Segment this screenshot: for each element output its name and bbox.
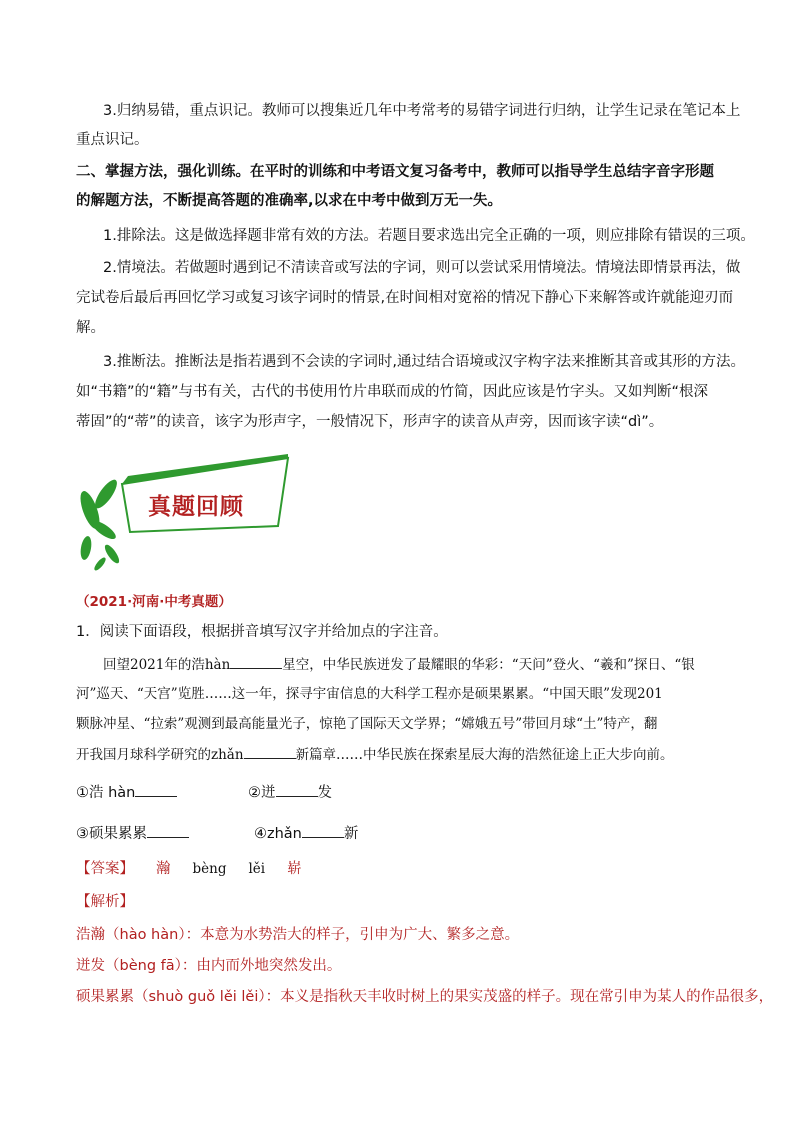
method-item3-line2: 重点识记。 bbox=[76, 132, 149, 148]
leaf-icon bbox=[79, 535, 93, 560]
answer-row bbox=[76, 859, 302, 879]
method-item3-line1: 3.归纳易错，重点识记。教师可以搜集近几年中考常考的易错字词进行归纳，让学生记录在笔记本上 bbox=[103, 103, 741, 119]
section2-p2-line1: 2.情境法。若做题时遇到记不清读音或写法的字词，则可以尝试采用情境法。情境法即情景再法，做 bbox=[103, 260, 741, 276]
answer-item: 瀚 bbox=[156, 861, 171, 877]
banner-title: 真题回顾 bbox=[148, 493, 244, 520]
passage-line1-a: 回望2021年的浩hàn bbox=[103, 657, 231, 673]
analysis-line3: 硕果累累（shuò guǒ lěi lěi）：本义是指秋天丰收时树上的果实茂盛的样子。现在常引申为某人的作品很多， bbox=[76, 989, 774, 1005]
question-prompt: 1．阅读下面语段，根据拼音填写汉字并给加点的字注音。 bbox=[76, 624, 448, 640]
answer-blank[interactable] bbox=[244, 744, 296, 759]
option-2 bbox=[248, 782, 332, 803]
leaf-icon bbox=[102, 543, 121, 566]
answer-item: lěi bbox=[248, 861, 266, 877]
passage-line4-a: 开我国月球科学研究的zhǎn bbox=[76, 747, 244, 763]
answer-blank[interactable] bbox=[147, 823, 189, 838]
answer-blank[interactable] bbox=[135, 782, 177, 797]
question-source: （2021·河南·中考真题） bbox=[76, 594, 232, 610]
section2-p3-line2: 如“书籍”的“籍”与书有关，古代的书使用竹片串联而成的竹简，因此应该是竹字头。又如判断“根深 bbox=[76, 384, 709, 400]
answer-blank[interactable] bbox=[276, 782, 318, 797]
option-4 bbox=[254, 823, 358, 844]
section2-p3-line3: 蒂固”的“蒂”的读音，该字为形声字，一般情况下，形声字的读音从声旁，因而该字读“dì”。 bbox=[76, 414, 664, 430]
option-4-suffix: 新 bbox=[343, 826, 359, 842]
passage-line4 bbox=[76, 744, 674, 765]
option-2-label: ②迸 bbox=[248, 785, 276, 801]
analysis-line2: 迸发（bèng fā）：由内而外地突然发出。 bbox=[76, 958, 342, 974]
option-3 bbox=[76, 823, 189, 844]
option-1-label: ①浩 hàn bbox=[76, 785, 136, 801]
option-2-suffix: 发 bbox=[317, 785, 332, 801]
section2-p2-line3: 解。 bbox=[76, 320, 105, 336]
answer-blank[interactable] bbox=[230, 654, 282, 669]
section2-p1: 1.排除法。这是做选择题非常有效的方法。若题目要求选出完全正确的一项，则应排除有错误的三项。 bbox=[103, 228, 755, 244]
passage-line4-b: 新篇章……中华民族在探索星辰大海的浩然征途上正大步向前。 bbox=[295, 747, 674, 763]
answer-item: bèng bbox=[192, 861, 227, 877]
section2-p3-line1: 3.推断法。推断法是指若遇到不会读的字词时,通过结合语境或汉字构字法来推断其音或其形的方法。 bbox=[103, 354, 745, 370]
leaf-icon bbox=[93, 556, 108, 572]
option-1 bbox=[76, 782, 177, 803]
analysis-line1: 浩瀚（hào hàn）：本意为水势浩大的样子，引申为广大、繁多之意。 bbox=[76, 927, 520, 943]
passage-line1-b: 星空，中华民族迸发了最耀眼的华彩：“天问”登火、“羲和”探日、“银 bbox=[282, 657, 695, 673]
answer-blank[interactable] bbox=[302, 823, 344, 838]
leaf-icon bbox=[91, 477, 120, 512]
section2-p2-line2: 完试卷后最后再回忆学习或复习该字词时的情景,在时间相对宽裕的情况下静心下来解答或许就能迎刃而 bbox=[76, 290, 734, 306]
answer-item: 崭 bbox=[287, 861, 302, 877]
option-4-label: ④zhǎn bbox=[254, 826, 302, 842]
option-3-label: ③硕果累累 bbox=[76, 826, 147, 842]
answer-label: 【答案】 bbox=[76, 861, 134, 877]
leaf-icon bbox=[90, 518, 119, 542]
section2-heading-line1: 二、掌握方法，强化训练。在平时的训练和中考语文复习备考中，教师可以指导学生总结字音字形题 bbox=[76, 164, 714, 180]
section2-heading-line2: 的解题方法，不断提高答题的准确率,以求在中考中做到万无一失。 bbox=[76, 193, 503, 209]
analysis-label: 【解析】 bbox=[76, 894, 134, 910]
passage-line3: 颗脉冲星、“拉索”观测到最高能量光子，惊艳了国际天文学界；“嫦娥五号”带回月球“土”特产，翻 bbox=[76, 716, 658, 732]
passage-line1 bbox=[103, 654, 695, 675]
passage-line2: 河”巡天、“天宫”览胜……这一年，探寻宇宙信息的大科学工程亦是硕果累累。“中国天眼”发现201 bbox=[76, 686, 663, 702]
